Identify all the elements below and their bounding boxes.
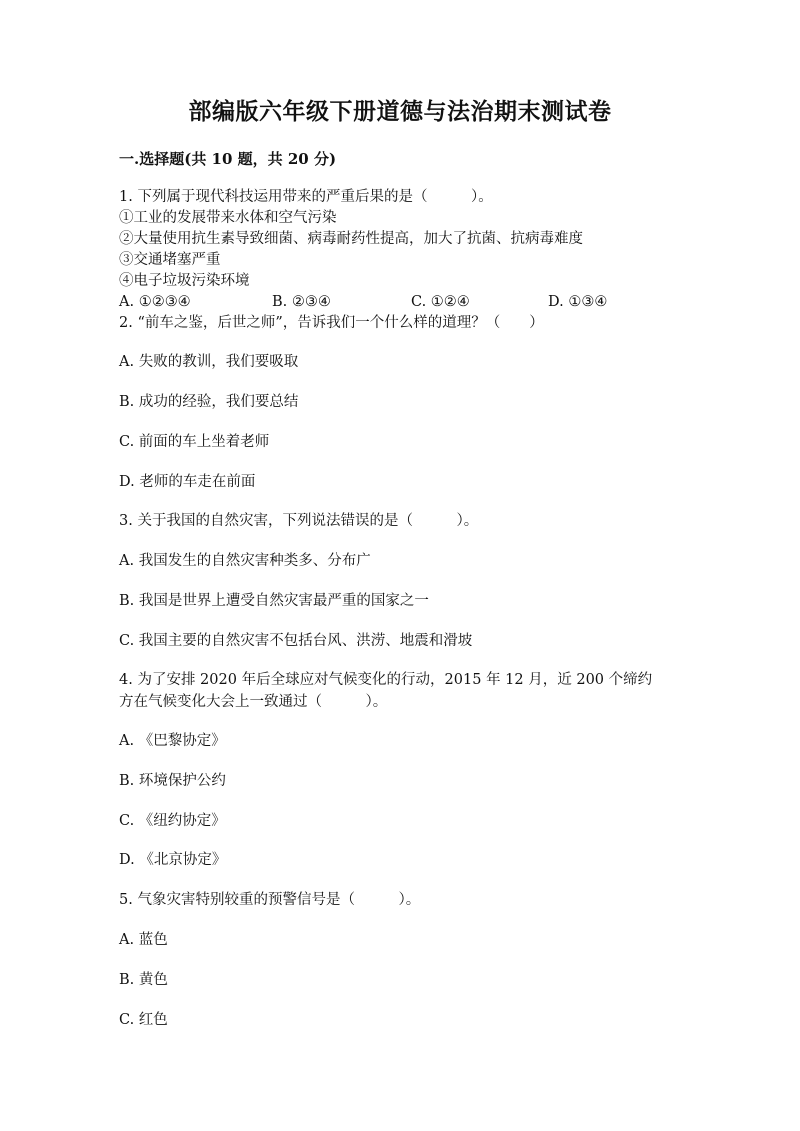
question-1-option-a: A. ①②③④ — [119, 294, 191, 310]
question-4-stem-line-1: 4. 为了安排 2020 年后全球应对气候变化的行动，2015 年 12 月，近 200 个缔约 — [119, 672, 653, 688]
question-5-stem: 5. 气象灾害特别较重的预警信号是（ ）。 — [119, 892, 421, 908]
question-3-option-a: A. 我国发生的自然灾害种类多、分布广 — [119, 553, 371, 569]
question-2-option-a: A. 失败的教训，我们要吸取 — [119, 354, 299, 370]
question-4-option-c: C. 《纽约协定》 — [119, 813, 226, 829]
question-4-option-d: D. 《北京协定》 — [119, 852, 227, 868]
question-2-option-c: C. 前面的车上坐着老师 — [119, 434, 270, 450]
question-1-item-4: ④电子垃圾污染环境 — [119, 273, 250, 289]
question-2-option-d: D. 老师的车走在前面 — [119, 474, 256, 490]
question-1-option-c: C. ①②④ — [411, 294, 470, 310]
question-3-stem: 3. 关于我国的自然灾害，下列说法错误的是（ ）。 — [119, 513, 479, 529]
question-1-stem: 1. 下列属于现代科技运用带来的严重后果的是（ ）。 — [119, 189, 493, 205]
question-4-stem-line-2: 方在气候变化大会上一致通过（ ）。 — [119, 694, 388, 710]
question-2-option-b: B. 成功的经验，我们要总结 — [119, 394, 299, 410]
question-5-option-a: A. 蓝色 — [119, 932, 168, 948]
question-5-option-b: B. 黄色 — [119, 972, 168, 988]
question-5-option-c: C. 红色 — [119, 1012, 168, 1028]
question-4-option-a: A. 《巴黎协定》 — [119, 733, 226, 749]
question-1-option-d: D. ①③④ — [548, 294, 608, 310]
question-1-item-1: ①工业的发展带来水体和空气污染 — [119, 210, 337, 226]
page-title: 部编版六年级下册道德与法治期末测试卷 — [188, 98, 612, 125]
question-1-option-b: B. ②③④ — [272, 294, 331, 310]
question-1-item-3: ③交通堵塞严重 — [119, 252, 221, 268]
question-3-option-c: C. 我国主要的自然灾害不包括台风、洪涝、地震和滑坡 — [119, 633, 473, 649]
question-2-stem: 2. “前车之鉴，后世之师”，告诉我们一个什么样的道理？（ ） — [119, 315, 544, 331]
section-heading: 一.选择题(共 10 题，共 20 分) — [119, 150, 337, 168]
question-3-option-b: B. 我国是世界上遭受自然灾害最严重的国家之一 — [119, 593, 429, 609]
question-1-item-2: ②大量使用抗生素导致细菌、病毒耐药性提高，加大了抗菌、抗病毒难度 — [119, 231, 583, 247]
question-4-option-b: B. 环境保护公约 — [119, 773, 226, 789]
